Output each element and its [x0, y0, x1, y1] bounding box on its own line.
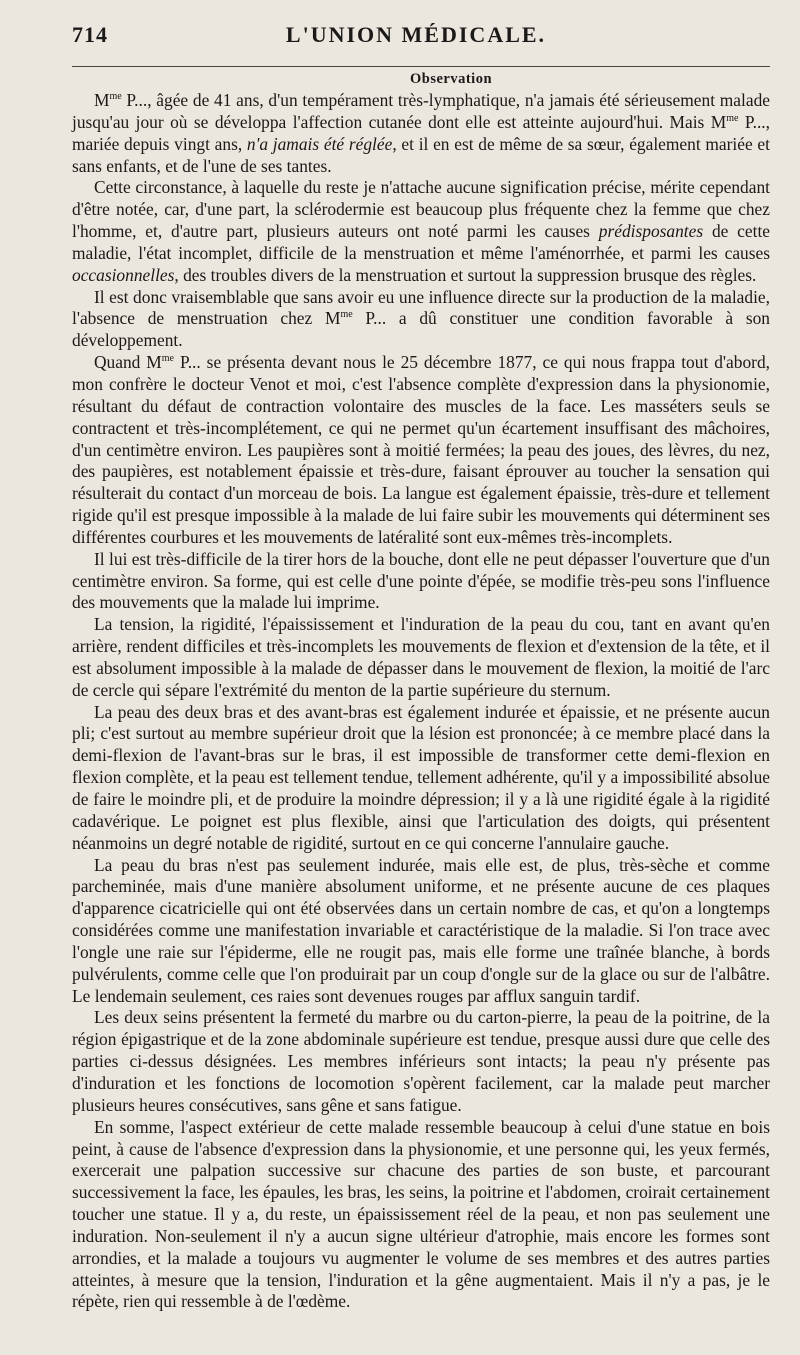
- header-rule: [72, 66, 770, 67]
- text-run: En somme, l'aspect extérieur de cette malade ressemble beaucoup à celui d'une statue en bois peint, à cause de l'absence d'expression dans la physionomie, et une personne qui, les yeux fermés, exercerait une palpation successive sur chacune des parties de son buste, et parcourant successivement la face, les épaules, les bras, les seins, la poitrine et l'abdomen, croirait certainement toucher une statue. Il y a, du reste, un épaississement réel de la peau, et non pas seulement une induration. Non-seulement il n'y a aucun signe ultérieur d'atrophie, mais encore les formes sont arrondies, et la malade a toujours vu augmenter le volume de ses membres et des autres parties atteintes, à mesure que la tension, l'induration et la gêne augmentaient. Mais il n'y a pas, je le répète, rien qui ressemble à de l'œdème.: [72, 1116, 770, 1312]
- superscript: me: [109, 91, 122, 103]
- superscript: me: [726, 113, 739, 125]
- italic-text: occasionnelles: [72, 264, 175, 285]
- text-run: Quand M: [94, 352, 162, 373]
- text-run: Cette circonstance, à laquelle du reste je n'attache aucune signification précise, mérite cependant d'être notée, car, d'une part, la sclérodermie est beaucoup plus fréquente chez la femme que chez l'homme, et, d'autre part, plusieurs auteurs ont noté parmi les causes: [72, 177, 770, 242]
- text-run: , des troubles divers de la menstruation et surtout la suppression brusque des règles.: [174, 264, 757, 285]
- text-run: Les deux seins présentent la fermeté du marbre ou du carton-pierre, la peau de la poitrine, de la région épigastrique et de la zone abdominale supérieure est tendue, presque aussi dure que celle des parties ci-dessus désignées. Les membres inférieurs sont intacts; la peau n'y présente pas d'induration et les fonctions de locomotion s'opèrent facilement, car la malade peut marcher plusieurs heures consécutives, sans gêne et sans fatigue.: [72, 1007, 770, 1115]
- paragraph: [72, 1007, 770, 1116]
- paragraph: [72, 855, 770, 1008]
- article-body: [72, 90, 770, 1313]
- text-run: La tension, la rigidité, l'épaississement et l'induration de la peau du cou, tant en avant qu'en arrière, rendent difficiles et très-incomplets les mouvements de flexion et d'extension de la tête, et il est absolument impossible à la malade de dépasser dans le mouvement de flexion, la moitié de l'arc de cercle qui sépare l'extrémité du menton de la partie supérieure du sternum.: [72, 614, 770, 700]
- text-run: La peau du bras n'est pas seulement indurée, mais elle est, de plus, très-sèche et comme parcheminée, mais d'une manière absolument uniforme, et ne présente aucune de ces plaques d'apparence cicatricielle qui ont été observées dans un certain nombre de cas, et qu'on a longtemps considérées comme une manifestation invariable et caractéristique de la maladie. Si l'on trace avec l'ongle une raie sur l'épiderme, elle ne rougit pas, mais elle forme une traînée blanche, à bords pulvérulents, comme celle que l'on produirait par un coup d'ongle sur de la glace ou sur de l'albâtre. Le lendemain seulement, ces raies sont devenues rouges par afflux sanguin tardif.: [72, 854, 770, 1006]
- superscript: me: [161, 353, 174, 365]
- paragraph: [72, 177, 770, 286]
- text-run: de cette maladie, l'état incomplet, difficile de la menstruation et même l'aménorrhée, et parmi les causes: [72, 221, 770, 263]
- text-run: Il est donc vraisemblable que sans avoir eu une influence directe sur la production de la maladie, l'absence de menstruation chez M: [72, 286, 770, 329]
- italic-text: prédisposantes: [598, 221, 704, 242]
- page-header: [72, 22, 770, 58]
- paragraph: [72, 352, 770, 549]
- paragraph: [72, 1117, 770, 1314]
- text-run: M: [94, 90, 110, 110]
- text-run: La peau des deux bras et des avant-bras est également indurée et épaissie, et ne présente aucun pli; c'est surtout au membre supérieur droit que la lésion est prononcée; à ce membre placé dans la demi-flexion de l'avant-bras sur le bras, il est impossible de transformer cette demi-flexion en flexion complète, et la peau est tellement tendue, tellement adhérente, qu'il y a impossibilité absolue de faire le moindre pli, et de produire la moindre dépression; il y a là une rigidité égale à la rigidité cadavérique. Le poignet est plus flexible, ainsi que l'articulation des doigts, qui présentent néanmoins un degré notable de rigidité, surtout en ce qui concerne l'annulaire gauche.: [72, 701, 770, 853]
- paragraph: [72, 90, 770, 177]
- paragraph: [72, 549, 770, 615]
- text-run: P... se présenta devant nous le 25 décembre 1877, ce qui nous frappa tout d'abord, mon confrère le docteur Venot et moi, c'est l'absence complète d'expression dans la physionomie, résultant du défaut de contraction volontaire des muscles de la face. Les masséters seuls se contractent et très-incomplétement, ce qui ne permet qu'un écartement insuffisant des mâchoires, d'un centimètre environ. Les paupières sont à moitié fermées; la peau des joues, des lèvres, du nez, des paupières, est notablement épaissie et très-dure, faisant éprouver au toucher la sensation qui résulterait du contact d'un morceau de bois. La langue est également épaissie, très-dure et tellement rigide qu'il est presque impossible à la malade de lui faire subir les mouvements qui déterminent ses différentes courbures et les mouvements de latéralité sont eux-mêmes très-incomplets.: [72, 352, 770, 547]
- paragraph: [72, 287, 770, 353]
- text-run: P... a dû constituer une condition favorable à son développement.: [72, 308, 770, 351]
- superscript: me: [340, 309, 353, 321]
- text-run: P..., mariée depuis vingt ans,: [72, 111, 770, 154]
- page-number: 714: [72, 22, 108, 47]
- paragraph: [72, 614, 770, 701]
- section-title: Observation: [409, 71, 493, 87]
- paragraph: [72, 702, 770, 855]
- italic-text: n'a jamais été réglée: [246, 133, 393, 154]
- journal-title: L'UNION MÉDICALE.: [285, 22, 547, 47]
- text-run: P..., âgée de 41 ans, d'un tempérament très-lymphatique, n'a jamais été sérieusement malade jusqu'au jour où se développa l'affection cutanée dont elle est atteinte aujourd'hui. Mais M: [72, 90, 770, 132]
- text-run: , et il en est de même de sa sœur, également mariée et sans enfants, et de l'une de ses tantes.: [72, 133, 770, 176]
- text-run: Il lui est très-difficile de la tirer hors de la bouche, dont elle ne peut dépasser l'ouverture que d'un centimètre environ. Sa forme, qui est celle d'une pointe d'épée, se modifie très-peu sons l'influence des mouvements que la malade lui imprime.: [72, 548, 770, 613]
